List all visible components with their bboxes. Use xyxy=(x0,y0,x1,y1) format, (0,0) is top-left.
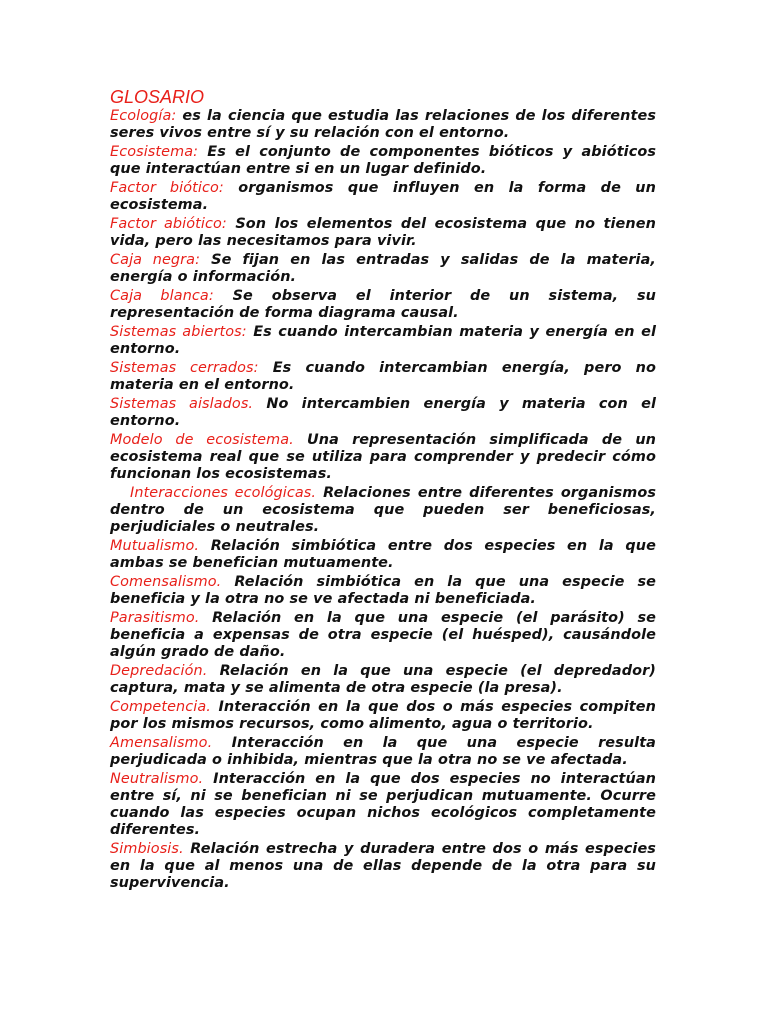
glossary-definition: No intercambien energía y materia con el entorno. xyxy=(110,396,656,429)
glossary-term: Caja blanca: xyxy=(110,288,214,304)
glossary-term: Parasitismo. xyxy=(110,610,200,626)
glossary-term: Sistemas cerrados: xyxy=(110,360,259,376)
glossary-entry-sistemas-cerrados xyxy=(110,360,656,394)
glossary-definition: Se fijan en las entradas y salidas de la materia, energía o información. xyxy=(110,252,656,285)
glossary-entry-caja-blanca xyxy=(110,288,656,322)
glossary-entry-depredacion xyxy=(110,663,656,697)
glossary-definition: Una representación simplificada de un ecosistema real que se utiliza para comprender y predecir cómo funcionan los ecosistemas. xyxy=(110,432,657,482)
glossary-term: Amensalismo. xyxy=(110,735,213,751)
glossary-definition: Relación simbiótica entre dos especies en la que ambas se benefician mutuamente. xyxy=(110,538,656,571)
glossary-entry-ecologia xyxy=(110,108,656,142)
glossary-entry-factor-biotico xyxy=(110,180,656,214)
glossary-term: Caja negra: xyxy=(110,252,201,268)
glossary-definition: Relaciones entre diferentes organismos dentro de un ecosistema que pueden ser beneficiosas, perjudiciales o neutrales. xyxy=(110,485,656,535)
glossary-definition: Relación en la que una especie (el depredador) captura, mata y se alimenta de otra especie (la presa). xyxy=(110,663,656,696)
glossary-term: Ecología: xyxy=(110,108,177,124)
glossary-entry-comensalismo xyxy=(110,574,656,608)
glossary-entry-parasitismo xyxy=(110,610,656,661)
glossary-entry-ecosistema xyxy=(110,144,656,178)
glossary-entry-caja-negra xyxy=(110,252,656,286)
glossary-entry-mutualismo xyxy=(110,538,656,572)
glossary-definition: Relación en la que una especie (el parásito) se beneficia a expensas de otra especie (el huésped), causándole algún grado de daño. xyxy=(110,610,656,660)
glossary-definition: Son los elementos del ecosistema que no tienen vida, pero las necesitamos para vivir. xyxy=(110,216,656,249)
glossary-definition: Es cuando intercambian materia y energía en el entorno. xyxy=(110,324,656,357)
glossary-definition: organismos que influyen en la forma de un ecosistema. xyxy=(110,180,656,213)
glossary-term: Mutualismo. xyxy=(110,538,200,554)
glossary-term: Comensalismo. xyxy=(110,574,222,590)
glossary-entry-sistemas-abiertos xyxy=(110,324,656,358)
glossary-entry-simbiosis xyxy=(110,841,656,892)
glossary-definition: Relación estrecha y duradera entre dos o más especies en la que al menos una de ellas depende de la otra para su supervivencia. xyxy=(110,841,656,891)
glossary-term: Depredación. xyxy=(110,663,208,679)
glossary-entry-amensalismo xyxy=(110,735,656,769)
glossary-entry-modelo-de-ecosistema xyxy=(110,432,656,483)
glossary-definition: Interacción en la que dos especies no interactúan entre sí, ni se benefician ni se perjudican mutuamente. Ocurre cuando las especies ocupan nichos ecológicos completamente diferentes. xyxy=(110,771,656,838)
glossary-entry-neutralismo xyxy=(110,771,656,839)
glossary-term: Competencia. xyxy=(110,699,211,715)
glossary-term: Modelo de ecosistema. xyxy=(110,432,294,448)
glossary-entry-interacciones-ecologicas xyxy=(110,485,656,536)
glossary-term: Sistemas aislados. xyxy=(110,396,254,412)
page-title: GLOSARIO xyxy=(110,87,205,107)
glossary-definition: Interacción en la que dos o más especies compiten por los mismos recursos, como alimento, agua o territorio. xyxy=(110,699,656,732)
glossary-term: Ecosistema: xyxy=(110,144,199,160)
glossary-entry-sistemas-aislados xyxy=(110,396,656,430)
glossary-term: Factor abiótico: xyxy=(110,216,227,232)
glossary-entry-factor-abiotico xyxy=(110,216,656,250)
glossary-definition: Relación simbiótica en la que una especie se beneficia y la otra no se ve afectada ni beneficiada. xyxy=(110,574,656,607)
glossary-definition: Interacción en la que una especie resulta perjudicada o inhibida, mientras que la otra no se ve afectada. xyxy=(110,735,656,768)
glossary-list xyxy=(110,108,656,892)
glossary-definition: Es cuando intercambian energía, pero no materia en el entorno. xyxy=(110,360,656,393)
glossary-term: Sistemas abiertos: xyxy=(110,324,247,340)
glossary-term: Interacciones ecológicas. xyxy=(130,485,317,501)
glossary-definition: Se observa el interior de un sistema, su representación de forma diagrama causal. xyxy=(110,288,657,321)
glossary-term: Simbiosis. xyxy=(110,841,184,857)
glossary-term: Factor biótico: xyxy=(110,180,224,196)
glossary-term: Neutralismo. xyxy=(110,771,204,787)
glossary-entry-competencia xyxy=(110,699,656,733)
glossary-definition: Es el conjunto de componentes bióticos y abióticos que interactúan entre si en un lugar definido. xyxy=(110,144,656,177)
document-page xyxy=(110,86,656,894)
glossary-definition: es la ciencia que estudia las relaciones de los diferentes seres vivos entre sí y su relación con el entorno. xyxy=(110,108,656,141)
